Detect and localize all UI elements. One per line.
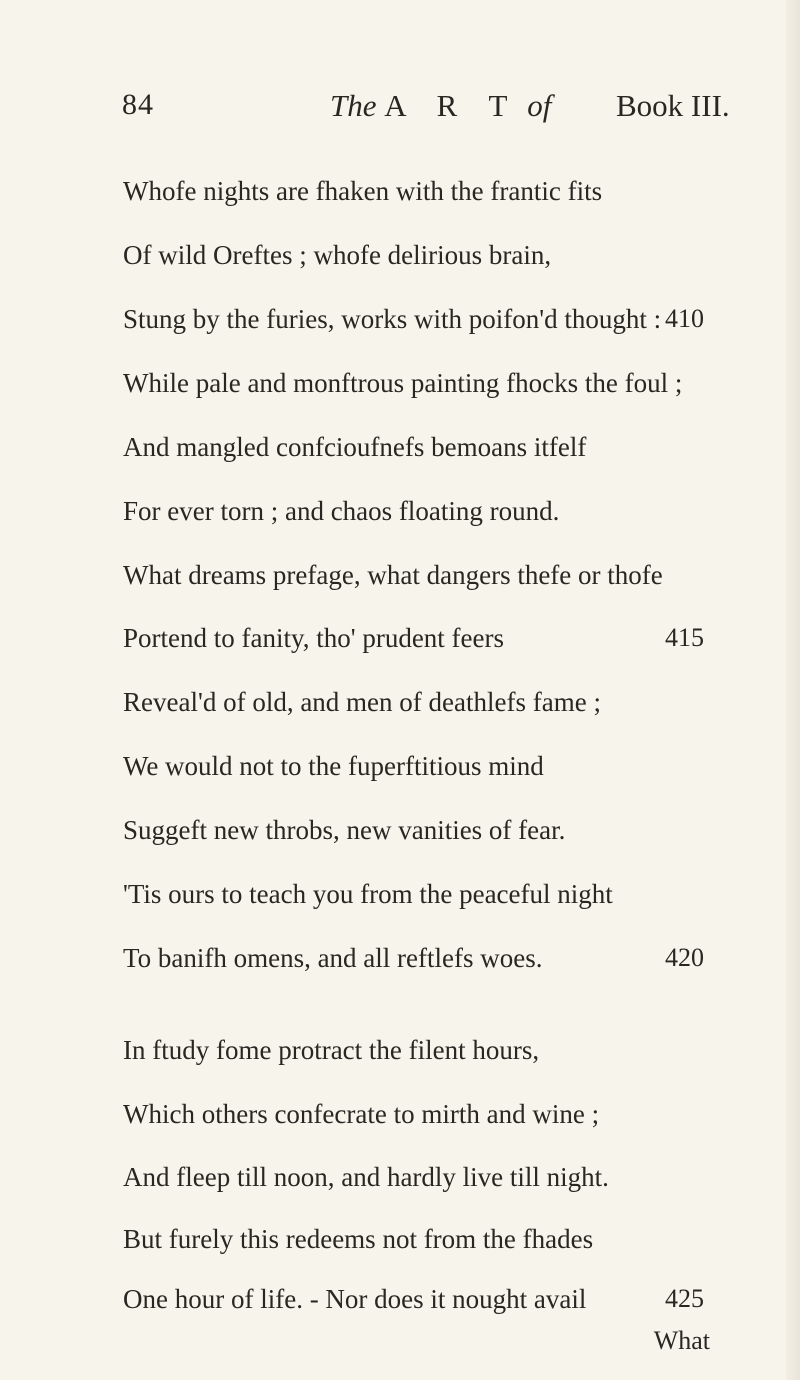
verse-line xyxy=(0,168,800,214)
verse-line xyxy=(0,1091,800,1137)
line-number: 415 xyxy=(665,623,704,652)
running-title xyxy=(330,88,551,124)
verse-line xyxy=(0,615,800,661)
verse-line xyxy=(0,296,800,342)
verse-line xyxy=(0,935,800,981)
verse-text: One hour of life. - Nor does it nought avail xyxy=(123,1284,587,1314)
verse-text: But furely this redeems not from the fhades xyxy=(123,1224,594,1254)
verse-text: Of wild Oreftes ; whofe delirious brain, xyxy=(123,240,552,270)
verse-line xyxy=(0,360,800,406)
verse-line xyxy=(0,1276,800,1322)
verse-line xyxy=(0,232,800,278)
verse-line xyxy=(0,679,800,725)
verse-line xyxy=(0,424,800,470)
verse-text: Stung by the furies, works with poifon'd thought : xyxy=(123,304,662,334)
verse-text: Whofe nights are fhaken with the frantic fits xyxy=(123,176,603,206)
verse-line xyxy=(0,552,800,598)
verse-text: 'Tis ours to teach you from the peaceful night xyxy=(123,879,613,909)
running-header xyxy=(0,88,800,132)
verse-text: In ftudy fome protract the filent hours, xyxy=(123,1035,540,1065)
verse-line xyxy=(0,807,800,853)
page-number: 84 xyxy=(122,88,154,121)
verse-line xyxy=(0,1154,800,1200)
verse-line xyxy=(0,743,800,789)
book-label: Book III. xyxy=(616,88,730,123)
verse-line xyxy=(0,1216,800,1262)
line-number: 410 xyxy=(665,304,704,333)
line-number: 425 xyxy=(665,1284,704,1313)
catchword: What xyxy=(653,1326,710,1355)
verse-text: We would not to the fuperftitious mind xyxy=(123,751,544,781)
verse-text: Portend to fanity, tho' prudent feers xyxy=(123,623,505,653)
verse-text: For ever torn ; and chaos floating round. xyxy=(123,496,560,526)
verse-text: And fleep till noon, and hardly live till night. xyxy=(123,1162,609,1192)
verse-text: Reveal'd of old, and men of deathlefs fame ; xyxy=(123,687,601,717)
verse-text: To banifh omens, and all reftlefs woes. xyxy=(123,943,543,973)
verse-text: What dreams prefage, what dangers thefe or thofe xyxy=(123,560,663,590)
verse-line xyxy=(0,1027,800,1073)
line-number: 420 xyxy=(665,943,704,972)
title-of: of xyxy=(527,88,552,123)
verse-text: Suggeft new throbs, new vanities of fear. xyxy=(123,815,566,845)
title-art: A R T xyxy=(384,88,520,123)
verse-text: Which others confecrate to mirth and wine ; xyxy=(123,1099,600,1129)
verse-line xyxy=(0,871,800,917)
verse-text: And mangled confcioufnefs bemoans itfelf xyxy=(123,432,587,462)
title-the: The xyxy=(330,88,377,123)
verse-line xyxy=(0,488,800,534)
verse-text: While pale and monftrous painting fhocks the foul ; xyxy=(123,368,683,398)
